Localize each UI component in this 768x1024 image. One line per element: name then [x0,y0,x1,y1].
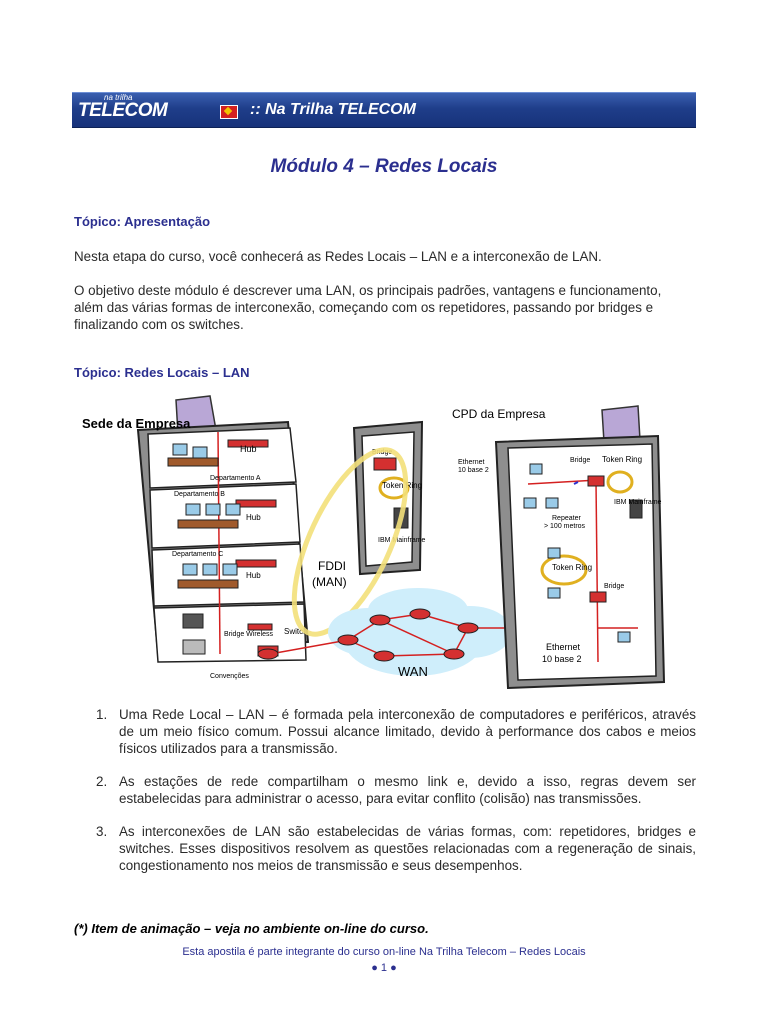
hub-b-label: Hub [246,513,261,522]
ibm-mainframe-right-label: IBM Mainframe [614,499,662,506]
intro-paragraph: Nesta etapa do curso, você conhecerá as Redes Locais – LAN e a interconexão de LAN. [74,249,602,264]
brand-tagline: na trilha [104,93,133,102]
repeater-label: Repeater [552,515,581,522]
list-item-text: As interconexões de LAN são estabelecidas de várias formas, com: repetidores, bridges e switches. Esses dispositivos resolvem as questões relacionadas com a regeneração de sinais, congestionamento nos meios de transmissão e seus desempenhos. [119,824,696,873]
ethernet-top-label: Ethernet [458,459,485,466]
hub-c-label: Hub [246,571,261,580]
ethernet-bottom-label2: 10 base 2 [542,654,582,664]
dept-a-label: Departamento A [210,475,261,482]
objective-paragraph: O objetivo deste módulo é descrever uma LAN, os principais padrões, vantagens e funcionamento, além das várias formas de interconexão, começando com os repetidores, passando por bridges e finalizando com os switches. [74,283,662,332]
bridge-right2-label: Bridge [604,583,625,590]
list-number: 2. [96,774,108,789]
switch-label: Switch [284,627,308,636]
page-number: ● 1 ● [371,962,397,974]
dept-c-label: Departamento C [172,551,224,558]
headquarters-building [138,396,308,662]
lan-points-list [74,706,696,890]
topic-heading-lan: Tópico: Redes Locais – LAN [74,365,250,380]
brand-logo-text: TELECOM [78,100,168,121]
list-item-text: As estações de rede compartilham o mesmo link e, devido a isso, regras devem ser estabelecidas para administrar o acesso, para evitar conflito (colisão) nas transmissões. [119,774,696,806]
hub-label: Hub [240,444,257,454]
brand-flag-icon [220,105,238,119]
list-item [74,823,696,874]
ethernet-bottom-label: Ethernet [546,642,581,652]
topic-heading-apresentacao: Tópico: Apresentação [74,214,211,229]
fddi-label: FDDI [318,559,346,573]
animation-note: (*) Item de animação – veja no ambiente on-line do curso. [74,921,429,936]
ethernet-top-label2: 10 base 2 [458,467,489,474]
header-banner [72,92,696,128]
dept-b-label: Departamento B [174,491,225,498]
bridge-wireless-label: Bridge Wireless [224,631,274,638]
banner-subtitle: :: Na Trilha TELECOM [250,101,416,118]
page-title: Módulo 4 – Redes Locais [270,156,498,177]
ibm-mainframe-mid-label: IBM Mainframe [378,537,426,544]
sede-title: Sede da Empresa [82,416,191,431]
lan-diagram [78,392,698,692]
bridge-mid-label: Bridge [372,449,393,456]
list-number: 1. [96,707,108,722]
list-number: 3. [96,824,108,839]
bridge-right-label: Bridge [570,457,591,464]
token-ring-right2-label: Token Ring [552,563,593,572]
footer-text: Esta apostila é parte integrante do curso on-line Na Trilha Telecom – Redes Locais [182,946,586,958]
repeater-label2: > 100 metros [544,523,586,530]
wan-label: WAN [398,664,428,679]
man-label: (MAN) [312,575,347,589]
token-ring-mid-label: Token Ring [382,481,423,490]
list-item [74,706,696,757]
cpd-title: CPD da Empresa [452,407,546,421]
token-ring-right-label: Token Ring [602,455,643,464]
list-item-text: Uma Rede Local – LAN – é formada pela interconexão de computadores e periféricos, através de um meio físico comum. Possui alcance limitado, devido à performance dos cabos e meios físicos utilizados para a transmissão. [119,707,696,756]
convencoes-label: Convenções [210,673,249,680]
list-item [74,773,696,807]
